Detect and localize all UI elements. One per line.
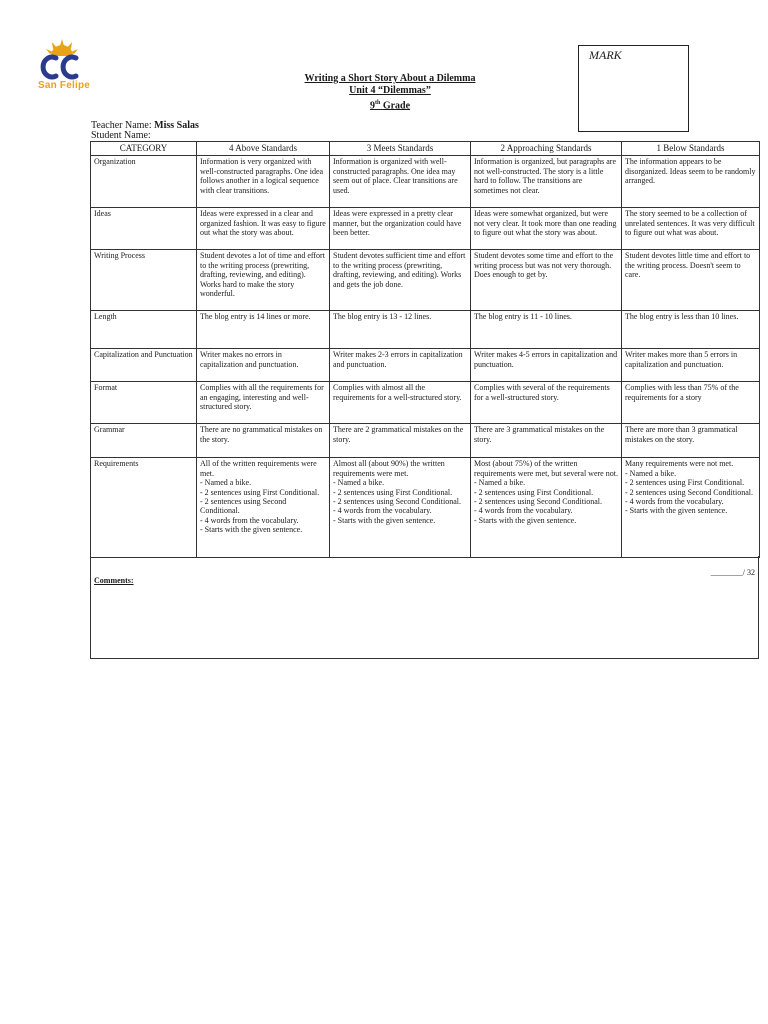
- table-row: [91, 458, 760, 558]
- grade-suffix: th: [374, 100, 381, 106]
- student-label: Student Name:: [91, 130, 151, 141]
- criteria-cell: Ideas were expressed in a clear and organized fashion. It was easy to figure out what the story was about.: [197, 208, 330, 250]
- criteria-cell: The blog entry is 13 - 12 lines.: [330, 311, 471, 349]
- criteria-cell: Information is organized, but paragraphs are not well-constructed. The story is a little hard to follow. The transitions are sometimes not clear.: [471, 156, 622, 208]
- criteria-cell: The blog entry is 11 - 10 lines.: [471, 311, 622, 349]
- criteria-cell: Information is organized with well-constructed paragraphs. One idea may seem out of place. Clear transitions are used.: [330, 156, 471, 208]
- category-cell: Organization: [91, 156, 197, 208]
- category-cell: Ideas: [91, 208, 197, 250]
- criteria-cell: Writer makes no errors in capitalization and punctuation.: [197, 349, 330, 382]
- criteria-cell: The blog entry is 14 lines or more.: [197, 311, 330, 349]
- header-category: CATEGORY: [91, 142, 197, 156]
- title-line-1: Writing a Short Story About a Dilemma: [304, 73, 476, 84]
- criteria-cell: There are no grammatical mistakes on the story.: [197, 424, 330, 458]
- grade-word: Grade: [382, 100, 411, 112]
- criteria-cell: Complies with less than 75% of the requirements for a story: [622, 382, 760, 424]
- mark-box[interactable]: [578, 45, 689, 132]
- criteria-cell: Almost all (about 90%) the written requirements were met. - Named a bike. - 2 sentences using First Conditional. - 2 sentences using Second Conditional. - 4 words from the vocabulary. - Starts with the given sentence.: [330, 458, 471, 558]
- title-line-2: Unit 4 “Dilemmas”: [349, 85, 431, 96]
- table-row: [91, 424, 760, 458]
- criteria-cell: Most (about 75%) of the written requirements were met, but several were not. - Named a bike. - 2 sentences using First Conditional. - 2 sentences using Second Conditional. - 4 words from the vocabulary. - Starts with the given sentence.: [471, 458, 622, 558]
- criteria-cell: Ideas were expressed in a pretty clear manner, but the organization could have been better.: [330, 208, 471, 250]
- student-line[interactable]: [91, 131, 151, 141]
- criteria-cell: There are 2 grammatical mistakes on the story.: [330, 424, 471, 458]
- criteria-cell: There are more than 3 grammatical mistakes on the story.: [622, 424, 760, 458]
- table-row: [91, 156, 760, 208]
- criteria-cell: The blog entry is less than 10 lines.: [622, 311, 760, 349]
- mark-label: MARK: [589, 48, 622, 62]
- criteria-cell: Student devotes a lot of time and effort to the writing process (prewriting, drafting, reviewing, and editing). Works hard to make the story wonderful.: [197, 250, 330, 311]
- criteria-cell: Writer makes 4-5 errors in capitalization and punctuation.: [471, 349, 622, 382]
- teacher-label: Teacher Name:: [91, 120, 152, 131]
- title-grade: [260, 97, 520, 112]
- category-cell: Format: [91, 382, 197, 424]
- criteria-cell: The story seemed to be a collection of unrelated sentences. It was very difficult to figure out what was about.: [622, 208, 760, 250]
- criteria-cell: Ideas were somewhat organized, but were not very clear. It took more than one reading to figure out what the story was about.: [471, 208, 622, 250]
- criteria-cell: Complies with almost all the requirements for a well-structured story.: [330, 382, 471, 424]
- category-cell: Grammar: [91, 424, 197, 458]
- header-level-3: 3 Meets Standards: [330, 142, 471, 156]
- criteria-cell: Writer makes more than 5 errors in capitalization and punctuation.: [622, 349, 760, 382]
- criteria-cell: Information is very organized with well-constructed paragraphs. One idea follows another in a logical sequence with clear transitions.: [197, 156, 330, 208]
- teacher-name: Miss Salas: [154, 120, 199, 131]
- header-level-2: 2 Approaching Standards: [471, 142, 622, 156]
- criteria-cell: All of the written requirements were met. - Named a bike. - 2 sentences using First Conditional. - 2 sentences using Second Conditional. - 4 words from the vocabulary. - Starts with the given sentence.: [197, 458, 330, 558]
- document-title: [260, 73, 520, 112]
- table-row: [91, 250, 760, 311]
- score-total: ________/ 32: [710, 568, 755, 577]
- table-row: [91, 349, 760, 382]
- table-row: [91, 208, 760, 250]
- criteria-cell: Writer makes 2-3 errors in capitalization and punctuation.: [330, 349, 471, 382]
- header-level-4: 4 Above Standards: [197, 142, 330, 156]
- grade-number: 9: [369, 100, 375, 112]
- rubric-table: [90, 141, 760, 558]
- criteria-cell: Student devotes sufficient time and effort to the writing process (prewriting, drafting, reviewing, and editing). Works and gets the job done.: [330, 250, 471, 311]
- category-cell: Capitalization and Punctuation: [91, 349, 197, 382]
- criteria-cell: The information appears to be disorganized. Ideas seem to be randomly arranged.: [622, 156, 760, 208]
- criteria-cell: Complies with several of the requirements for a well-structured story.: [471, 382, 622, 424]
- table-row: [91, 382, 760, 424]
- criteria-cell: There are 3 grammatical mistakes on the story.: [471, 424, 622, 458]
- criteria-cell: Student devotes some time and effort to the writing process but was not very thorough. Does enough to get by.: [471, 250, 622, 311]
- category-cell: Writing Process: [91, 250, 197, 311]
- comments-box[interactable]: [90, 556, 759, 659]
- rubric-header-row: [91, 142, 760, 156]
- category-cell: Length: [91, 311, 197, 349]
- criteria-cell: Complies with all the requirements for an engaging, interesting and well-structured story.: [197, 382, 330, 424]
- category-cell: Requirements: [91, 458, 197, 558]
- comments-label: Comments:: [94, 576, 134, 585]
- school-name: San Felipe: [38, 80, 91, 91]
- header-level-1: 1 Below Standards: [622, 142, 760, 156]
- criteria-cell: Student devotes little time and effort to the writing process. Doesn't seem to care.: [622, 250, 760, 311]
- table-row: [91, 311, 760, 349]
- criteria-cell: Many requirements were not met. - Named a bike. - 2 sentences using First Conditional. - 2 sentences using Second Conditional. - 4 words from the vocabulary. - Starts with the given sentence.: [622, 458, 760, 558]
